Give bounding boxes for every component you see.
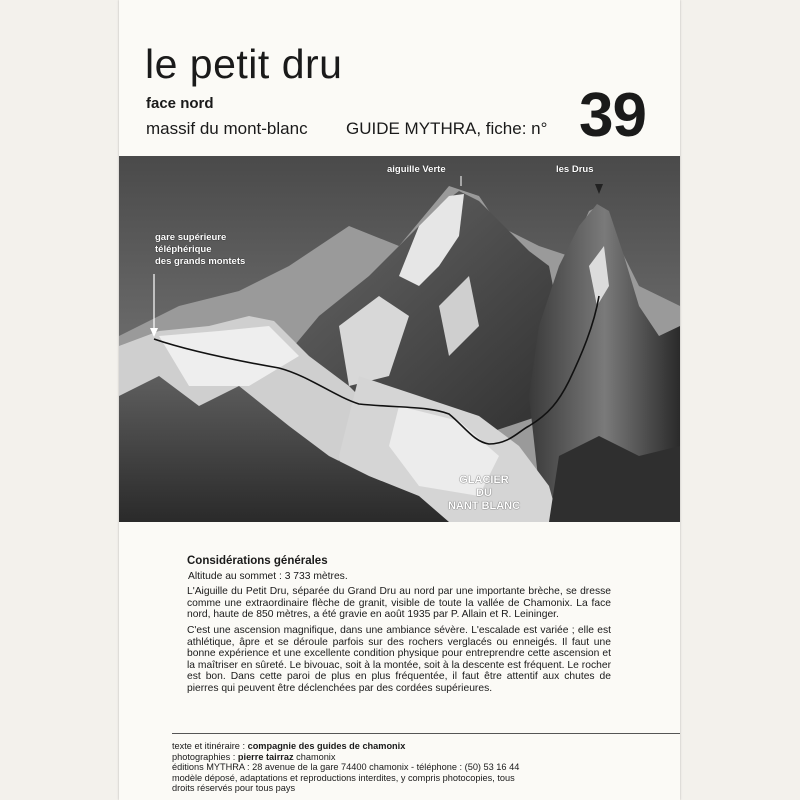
gare-label bbox=[155, 232, 245, 268]
face-subtitle: face nord bbox=[146, 95, 214, 112]
divider bbox=[172, 733, 680, 734]
section-heading: Considérations générales bbox=[187, 555, 328, 567]
fiche-number: 39 bbox=[579, 81, 646, 150]
page-title: le petit dru bbox=[145, 41, 343, 87]
glacier-label-line3: NANT BLANC bbox=[447, 500, 521, 512]
gare-label-line1: gare supérieure bbox=[155, 232, 227, 243]
credit-text-label: texte et itinéraire : bbox=[172, 741, 248, 751]
altitude-line: Altitude au sommet : 3 733 mètres. bbox=[188, 570, 348, 582]
credit-photo bbox=[172, 752, 612, 763]
credit-photo-label: photographies : bbox=[172, 751, 238, 762]
gare-label-line3: des grands montets bbox=[155, 256, 246, 267]
credit-editions: éditions MYTHRA : 28 avenue de la gare 74400 chamonix - téléphone : (50) 53 16 44 bbox=[172, 762, 520, 773]
credit-photo-place: chamonix bbox=[296, 751, 336, 762]
paragraph-intro: L'Aiguille du Petit Dru, séparée du Grand Dru au nord par une importante brèche, se dresse comme une extraordinaire flèche de granit, visible de toute la vallée de Chamonix. La face nord, haute de 850 mètres, a été gravie en août 1935 par P. Allain et R. Leininger. bbox=[187, 586, 611, 621]
route-card bbox=[119, 0, 680, 800]
aiguille-verte-label: aiguille Verte bbox=[387, 164, 446, 175]
mountain-photo bbox=[119, 156, 680, 522]
glacier-label-line2: DU bbox=[476, 487, 492, 499]
paragraph-climb: C'est une ascension magnifique, dans une ambiance sévère. L'escalade est variée ; elle est athlétique, âpre et se déroule parfois sur des rochers verglacés ou enneigés. Il faut une bonne expérience et une excellente condition physique pour entreprendre cette ascension et la maîtriser en sûreté. Le bivouac, soit à la montée, soit à la descente est fréquent. Le rocher est bon. Dans cette paroi de plus en plus fréquentée, il faut être attentif aux chutes de pierres qui peuvent être déclenchées par des cordées supérieures. bbox=[187, 624, 611, 694]
glacier-label bbox=[439, 474, 529, 513]
description bbox=[187, 556, 611, 699]
credit-text bbox=[172, 741, 612, 752]
credit-photo-value: pierre tairraz bbox=[237, 751, 297, 762]
guide-label: GUIDE MYTHRA, fiche: n° bbox=[346, 119, 548, 138]
glacier-label-line1: GLACIER bbox=[459, 474, 509, 486]
credit-rights-2: droits réservés pour tous pays bbox=[172, 783, 296, 794]
mountain-illustration bbox=[119, 156, 680, 522]
massif-name: massif du mont-blanc bbox=[146, 119, 308, 138]
credit-rights-1: modèle déposé, adaptations et reproductions interdites, y compris photocopies, tous bbox=[172, 772, 515, 783]
credits bbox=[172, 741, 612, 794]
gare-label-line2: téléphérique bbox=[155, 244, 212, 255]
credit-text-value: compagnie des guides de chamonix bbox=[247, 741, 406, 751]
les-drus-label: les Drus bbox=[556, 164, 594, 175]
